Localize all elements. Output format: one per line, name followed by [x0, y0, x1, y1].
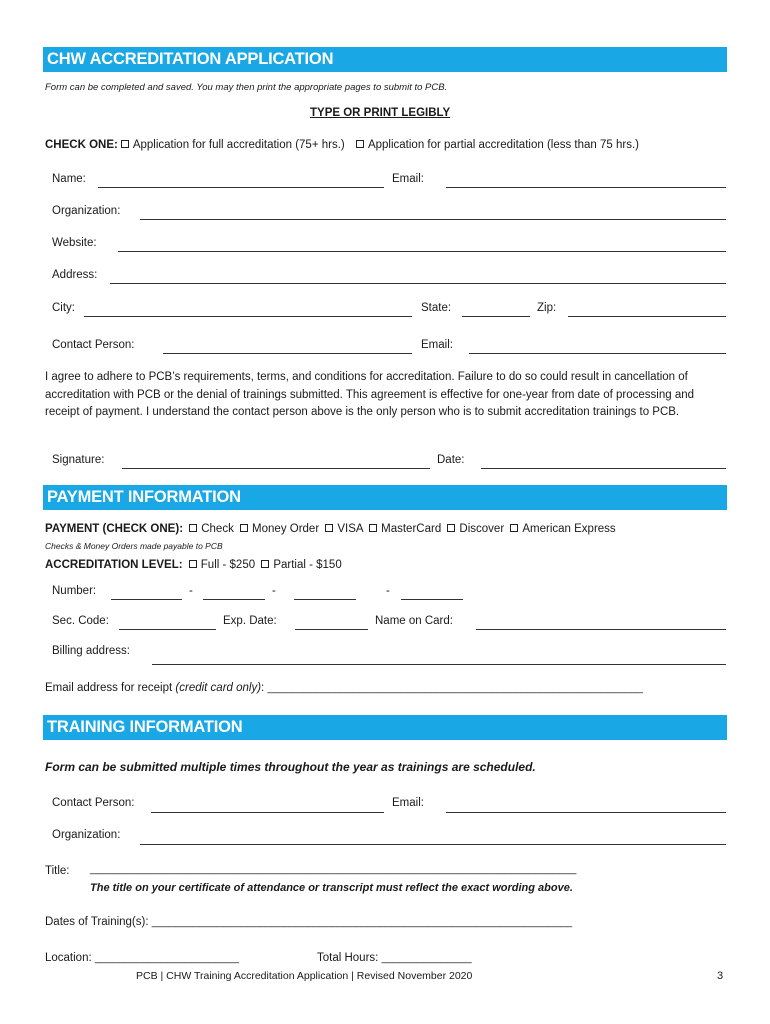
- accreditation-level-row: [45, 559, 342, 571]
- receipt-email-label: Email address for receipt: [45, 682, 173, 694]
- payment-banner: [43, 485, 727, 510]
- payment-methods-row: PAYMENT (CHECK ONE): Check Money Order VISA MasterCard Discover American Express: [45, 523, 616, 535]
- method-discover: Discover: [459, 523, 505, 535]
- state-label: State:: [421, 302, 452, 314]
- training-organization-field[interactable]: [140, 844, 726, 845]
- training-hours-field[interactable]: _______________: [381, 952, 472, 964]
- check-one-row: [45, 139, 639, 151]
- accreditation-banner: [43, 47, 727, 72]
- billing-address-field[interactable]: [152, 664, 726, 665]
- card-number-field-2[interactable]: [203, 599, 265, 600]
- level-label: ACCREDITATION LEVEL:: [45, 559, 183, 571]
- agreement-paragraph: I agree to adhere to PCB’s requirements, terms, and conditions for accreditation. Failure to do so could result in cancellation of accreditation with PCB or the denial of trainings submitted. This agreement is effective for one-year from date of processing and receipt of payment. I understand the contact person above is the only person who is to submit accreditation trainings to PCB.: [45, 371, 695, 418]
- contact-email-field[interactable]: [469, 353, 726, 354]
- receipt-email-row: Email address for receipt (credit card only): ______________________________________________________________: [45, 682, 643, 694]
- zip-label: Zip:: [537, 302, 557, 314]
- state-field[interactable]: [462, 316, 530, 317]
- signature-field[interactable]: [122, 468, 430, 469]
- city-field[interactable]: [84, 316, 412, 317]
- receipt-email-note: (credit card only): [175, 682, 262, 694]
- training-hours-label: Total Hours:: [317, 952, 379, 964]
- training-email-field[interactable]: [446, 812, 726, 813]
- card-number-field-3[interactable]: [294, 599, 356, 600]
- organization-field[interactable]: [140, 219, 726, 220]
- signature-date-field[interactable]: [481, 468, 726, 469]
- training-banner-title: TRAINING INFORMATION: [47, 718, 243, 736]
- card-number-dash-1: -: [189, 585, 193, 597]
- receipt-email-field[interactable]: ______________________________________________________________: [267, 682, 643, 694]
- method-check: Check: [201, 523, 234, 535]
- payable-note: Checks & Money Orders made payable to PCB: [45, 541, 223, 551]
- exp-date-field[interactable]: [295, 629, 368, 630]
- check-checkbox[interactable]: [189, 524, 197, 532]
- level-full-option: Full - $250: [200, 559, 256, 571]
- contact-person-field[interactable]: [163, 353, 412, 354]
- card-number-dash-2: -: [272, 585, 276, 597]
- training-contact-label: Contact Person:: [52, 797, 135, 809]
- training-dates-label: Dates of Training(s):: [45, 916, 149, 928]
- email-label: Email:: [392, 173, 424, 185]
- training-banner: [43, 715, 727, 740]
- american-express-checkbox[interactable]: [510, 524, 518, 532]
- training-location-field[interactable]: ________________________: [94, 952, 240, 964]
- method-american-express: American Express: [522, 523, 616, 535]
- training-hours-row: [317, 952, 472, 964]
- training-title-label: Title:: [45, 865, 70, 877]
- training-location-label: Location:: [45, 952, 92, 964]
- training-organization-label: Organization:: [52, 829, 121, 841]
- card-number-label: Number:: [52, 585, 97, 597]
- address-label: Address:: [52, 269, 98, 281]
- training-dates-field[interactable]: ______________________________________________________________________: [151, 916, 573, 928]
- level-full-checkbox[interactable]: [189, 560, 197, 568]
- card-number-dash-3: -: [386, 585, 390, 597]
- sec-code-field[interactable]: [119, 629, 216, 630]
- address-field[interactable]: [110, 283, 726, 284]
- organization-label: Organization:: [52, 205, 121, 217]
- city-label: City:: [52, 302, 75, 314]
- footer-text: PCB | CHW Training Accreditation Application | Revised November 2020: [136, 970, 473, 982]
- type-print-heading: TYPE OR PRINT LEGIBLY: [310, 107, 451, 119]
- page-number: 3: [717, 970, 724, 982]
- signature-date-label: Date:: [437, 454, 465, 466]
- card-number-field-1[interactable]: [111, 599, 182, 600]
- card-number-field-4[interactable]: [401, 599, 463, 600]
- training-title-field[interactable]: _________________________________________________________________________________: [90, 863, 577, 875]
- zip-field[interactable]: [568, 316, 726, 317]
- method-visa: VISA: [337, 523, 363, 535]
- training-title-note: The title on your certificate of attendance or transcript must reflect the exact wording above.: [90, 882, 573, 894]
- level-partial-checkbox[interactable]: [261, 560, 269, 568]
- check-one-label: CHECK ONE:: [45, 139, 118, 151]
- mastercard-checkbox[interactable]: [369, 524, 377, 532]
- full-accreditation-checkbox[interactable]: [121, 140, 129, 148]
- payment-check-one-label: PAYMENT (CHECK ONE): [45, 523, 180, 535]
- intro-note: Form can be completed and saved. You may then print the appropriate pages to submit to PCB.: [45, 82, 448, 93]
- training-dates-row: [45, 916, 572, 928]
- partial-accreditation-checkbox[interactable]: [356, 140, 364, 148]
- visa-checkbox[interactable]: [325, 524, 333, 532]
- money-order-checkbox[interactable]: [240, 524, 248, 532]
- name-on-card-label: Name on Card:: [375, 615, 453, 627]
- contact-email-label: Email:: [421, 339, 453, 351]
- signature-label: Signature:: [52, 454, 105, 466]
- discover-checkbox[interactable]: [447, 524, 455, 532]
- name-field[interactable]: [98, 187, 384, 188]
- accreditation-banner-title: CHW ACCREDITATION APPLICATION: [47, 50, 334, 68]
- full-accreditation-option: Application for full accreditation (75+ hrs.): [132, 139, 345, 151]
- website-field[interactable]: [118, 251, 726, 252]
- email-field[interactable]: [446, 187, 726, 188]
- training-email-label: Email:: [392, 797, 424, 809]
- partial-accreditation-option: Application for partial accreditation (less than 75 hrs.): [367, 139, 639, 151]
- payment-banner-title: PAYMENT INFORMATION: [47, 488, 241, 506]
- name-label: Name:: [52, 173, 86, 185]
- level-partial-option: Partial - $150: [273, 559, 342, 571]
- billing-address-label: Billing address:: [52, 645, 130, 657]
- method-mastercard: MasterCard: [381, 523, 442, 535]
- training-note: Form can be submitted multiple times throughout the year as trainings are scheduled.: [45, 760, 536, 774]
- contact-person-label: Contact Person:: [52, 339, 135, 351]
- name-on-card-field[interactable]: [476, 629, 726, 630]
- website-label: Website:: [52, 237, 97, 249]
- training-contact-field[interactable]: [151, 812, 384, 813]
- training-location-row: [45, 952, 239, 964]
- sec-code-label: Sec. Code:: [52, 615, 109, 627]
- exp-date-label: Exp. Date:: [223, 615, 277, 627]
- method-money-order: Money Order: [252, 523, 320, 535]
